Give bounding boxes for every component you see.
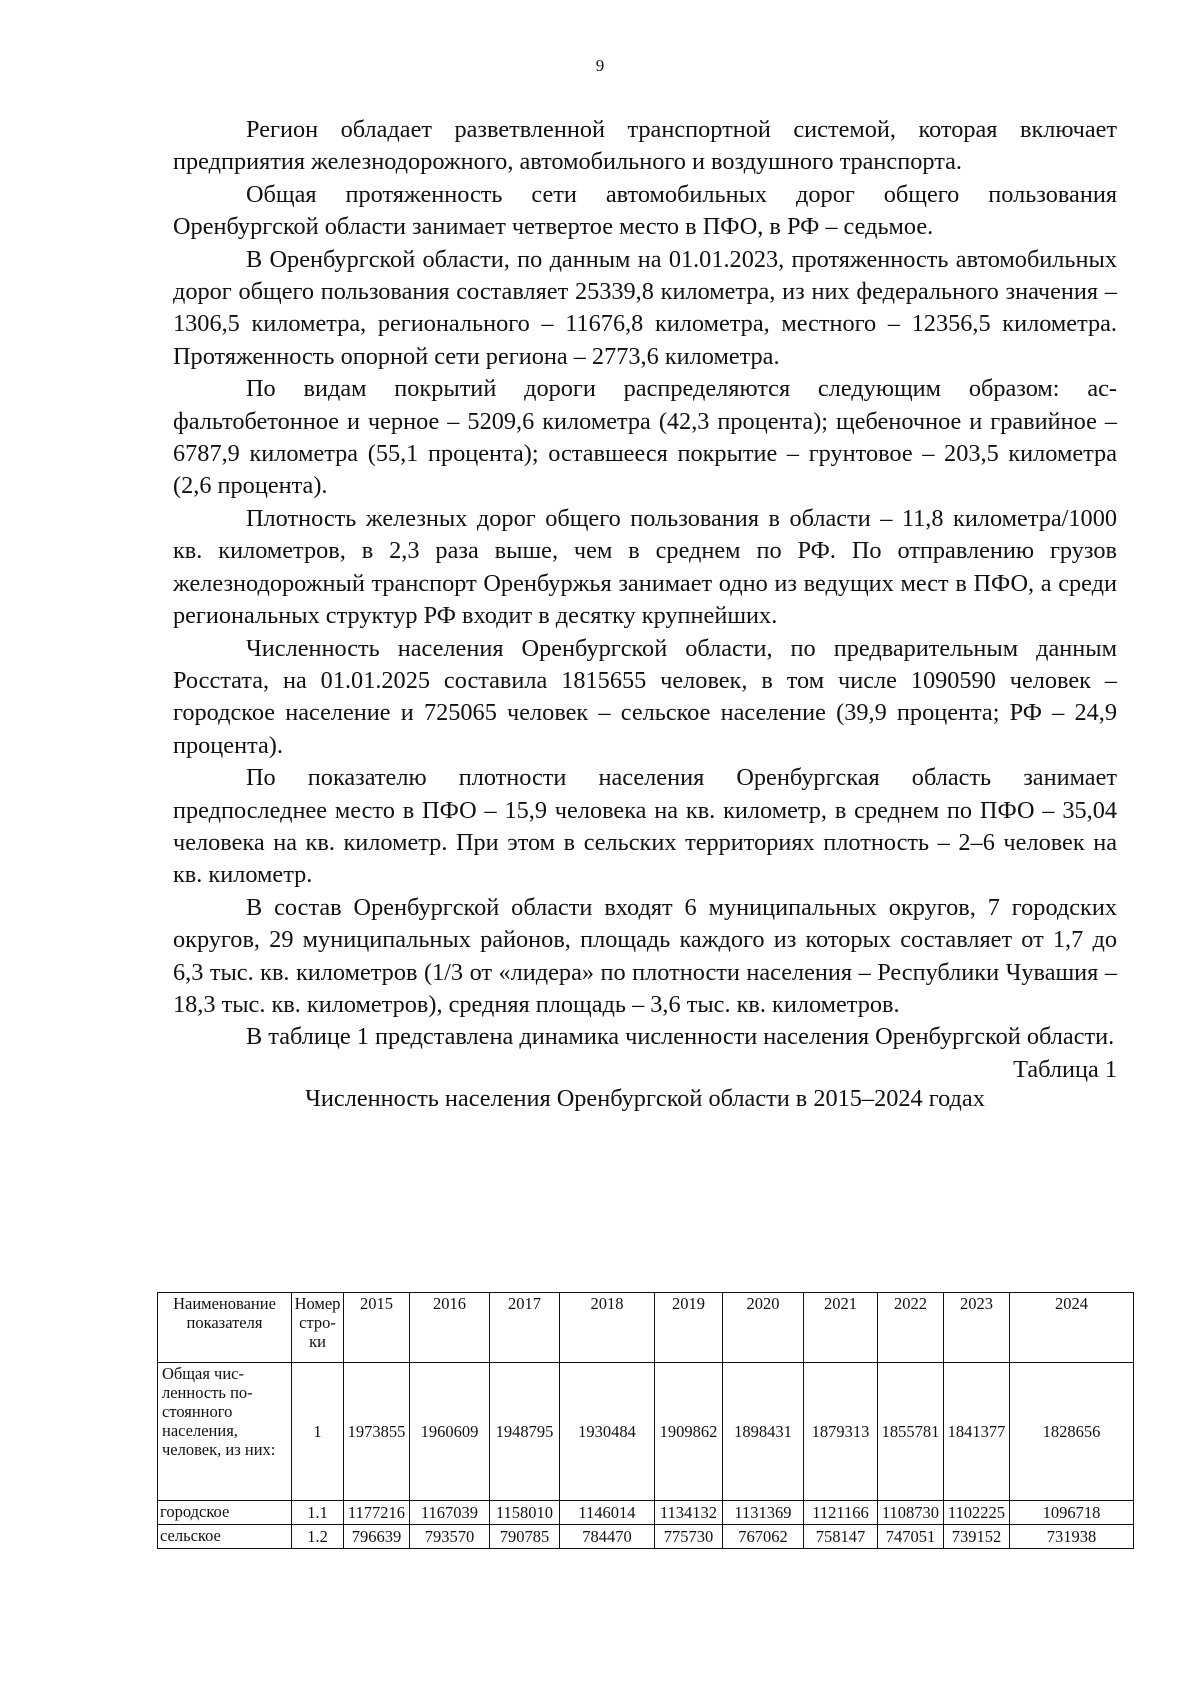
header-year: 2023	[944, 1293, 1010, 1363]
table-cell: 1108730	[878, 1501, 944, 1525]
table-cell: 758147	[804, 1525, 878, 1549]
row-number: 1	[292, 1363, 344, 1501]
table-cell: 796639	[344, 1525, 410, 1549]
paragraph-transport-system: Регион обладает разветвленной транспортной системой, которая включает предприятия железнодорожного, автомобильного и воздушного транспорта.	[173, 116, 1117, 176]
row-label: Общая численность постоянного населения, человек, из них:	[158, 1363, 292, 1501]
header-year: 2022	[878, 1293, 944, 1363]
population-table	[157, 1292, 1134, 1549]
row-label: сельское	[158, 1525, 292, 1549]
table-cell: 1146014	[560, 1501, 655, 1525]
population-table-wrapper	[157, 1292, 1133, 1549]
table-cell: 1855781	[878, 1363, 944, 1501]
row-number: 1.1	[292, 1501, 344, 1525]
table-cell: 1898431	[723, 1363, 804, 1501]
table-cell: 1973855	[344, 1363, 410, 1501]
header-year: 2024	[1010, 1293, 1134, 1363]
table-cell: 1828656	[1010, 1363, 1134, 1501]
table-cell: 1879313	[804, 1363, 878, 1501]
table-cell: 1909862	[655, 1363, 723, 1501]
header-year: 2020	[723, 1293, 804, 1363]
paragraph-railway-density: Плотность железных дорог общего пользования в области – 11,8 километра/1000 кв. километров, в 2,3 раза выше, чем в среднем по РФ. По отправлению грузов железнодорожный транспорт Оренбуржья занимает одно из ведущих мест в ПФО, а среди региональных структур РФ входит в десятку крупнейших.	[173, 504, 1117, 630]
table-title: Численность населения Оренбургской области в 2015–2024 годах	[305, 1084, 985, 1112]
table-cell: 793570	[410, 1525, 490, 1549]
table-cell: 784470	[560, 1525, 655, 1549]
paragraph-road-surfaces: По видам покрытий дороги распределяются следующим образом: асфальтобетонное и черное – 5209,6 километра (42,3 процента); щебеночное и гравийное – 6787,9 километра (55,1 процента); оставшееся покрытие – грунтовое – 203,5 километра (2,6 процента).	[173, 375, 1117, 500]
paragraph-population-density: По показателю плотности населения Оренбургская область занимает предпоследнее место в ПФО – 15,9 человека на кв. километр, в среднем по ПФО – 35,04 человека на кв. километр. При этом в сельских территориях плотность – 2–6 человек на кв. километр.	[173, 764, 1117, 889]
table-cell: 775730	[655, 1525, 723, 1549]
header-year: 2018	[560, 1293, 655, 1363]
table-cell: 1177216	[344, 1501, 410, 1525]
table-cell: 790785	[490, 1525, 560, 1549]
table-row-urban	[158, 1501, 1134, 1525]
table-cell: 1167039	[410, 1501, 490, 1525]
table-cell: 1131369	[723, 1501, 804, 1525]
row-number: 1.2	[292, 1525, 344, 1549]
table-cell: 1930484	[560, 1363, 655, 1501]
table-cell: 1960609	[410, 1363, 490, 1501]
header-row-number: Номер строки	[292, 1293, 344, 1363]
table-header-row	[158, 1293, 1134, 1363]
table-cell: 1121166	[804, 1501, 878, 1525]
header-year: 2016	[410, 1293, 490, 1363]
table-cell: 739152	[944, 1525, 1010, 1549]
table-caption: Таблица 1	[1013, 1055, 1117, 1083]
paragraph-population: Численность населения Оренбургской области, по предварительным данным Росстата, на 01.01.2025 составила 1815655 человек, в том числе 1090590 человек – городское население и 725065 человек – сельское население (39,9 процента; РФ – 24,9 процента).	[173, 634, 1117, 759]
table-cell: 1134132	[655, 1501, 723, 1525]
header-year: 2017	[490, 1293, 560, 1363]
header-year: 2021	[804, 1293, 878, 1363]
paragraph-municipal-structure: В состав Оренбургской области входят 6 муниципальных округов, 7 городских округов, 29 муниципальных районов, площадь каждого из которых составляет от 1,7 до 6,3 тыс. кв. километров (1/3 от «лидера» по плотности населения – Республики Чувашия – 18,3 тыс. кв. километров), средняя площадь – 3,6 тыс. кв. километров.	[173, 893, 1117, 1018]
table-cell: 1841377	[944, 1363, 1010, 1501]
table-cell: 767062	[723, 1525, 804, 1549]
paragraph-road-network-rank: Общая протяженность сети автомобильных дорог общего пользования Оренбургской области занимает четвертое место в ПФО, в РФ – седьмое.	[173, 180, 1117, 241]
table-cell: 747051	[878, 1525, 944, 1549]
body-text	[173, 114, 1117, 1112]
paragraph-table-intro: В таблице 1 представлена динамика численности населения Оренбургской области.	[246, 1023, 1115, 1051]
header-year: 2019	[655, 1293, 723, 1363]
header-year: 2015	[344, 1293, 410, 1363]
table-cell: 1096718	[1010, 1501, 1134, 1525]
row-label: городское	[158, 1501, 292, 1525]
table-cell: 731938	[1010, 1525, 1134, 1549]
table-row-total	[158, 1363, 1134, 1501]
table-cell: 1102225	[944, 1501, 1010, 1525]
page-number: 9	[595, 56, 605, 75]
header-indicator: Наименование показателя	[158, 1293, 292, 1363]
table-row-rural	[158, 1525, 1134, 1549]
paragraph-road-length: В Оренбургской области, по данным на 01.01.2023, протяженность автомобильных дорог общего пользования составляет 25339,8 километра, из них федерального значения – 1306,5 километра, регионального – 11676,8 километра, местного – 12356,5 километра. Протяженность опорной сети региона – 2773,6 километра.	[173, 245, 1117, 370]
table-cell: 1158010	[490, 1501, 560, 1525]
table-cell: 1948795	[490, 1363, 560, 1501]
